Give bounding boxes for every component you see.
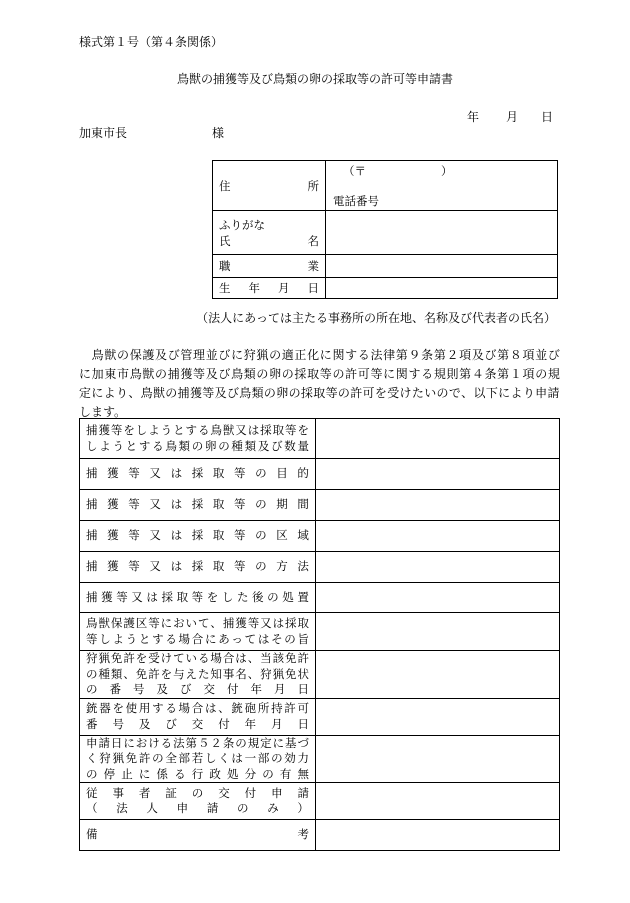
birthdate-value-cell[interactable] [326,278,558,299]
address-label: 住 所 [219,178,319,193]
birthdate-label: 生 年 月 日 [219,281,319,295]
name-value-cell[interactable] [326,211,558,255]
applicant-table [212,160,558,299]
occupation-value-cell[interactable] [326,255,558,278]
corporate-note: （法人にあっては主たる事務所の所在地、名称及び代表者の氏名） [196,311,556,325]
form-number: 様式第１号（第４条関係） [79,35,224,49]
remarks-value-cell[interactable] [316,820,560,851]
row-species-quantity [80,419,560,459]
statement-line-4: します。 [79,405,127,419]
period-label-cell [80,490,316,521]
occupation-row [213,255,558,278]
row-administrative-sanction [80,735,560,783]
occupation-label: 職 業 [219,259,319,273]
area-value-cell[interactable] [316,521,560,552]
birthdate-row [213,278,558,299]
name-label-cell [213,211,326,255]
protected-area-label-line: 鳥 獣 保 護 区 等 に お い て 、 捕 獲 等 又 は 採 取 [86,616,309,630]
protected-area-label-line: 等 し よ う と す る 場 合 に あ っ て は そ の 旨 [86,631,309,646]
area-label-cell [80,521,316,552]
species-quantity-label-line: し よ う と す る 鳥 類 の 卵 の 種 類 及 び 数 量 [86,438,309,453]
occupation-label-cell [213,255,326,278]
period-label-line: 捕 獲 等 又 は 採 取 等 の 期 間 [86,497,309,512]
hunting-license-value-cell[interactable] [316,651,560,699]
protected-area-value-cell[interactable] [316,613,560,651]
disposal-label-line: 捕 獲 等 又 は 採 取 等 を し た 後 の 処 置 [86,589,309,604]
row-remarks [80,820,560,851]
row-firearm-permit [80,698,560,735]
administrative-sanction-label-line: く 狩 猟 免 許 の 全 部 若 し く は 一 部 の 効 力 [86,751,309,765]
administrative-sanction-label-cell [80,735,316,783]
species-quantity-label-cell [80,419,316,459]
address-label-cell [213,161,326,211]
purpose-label-cell [80,459,316,490]
date-day-label: 日 [541,110,554,124]
method-label-line: 捕 獲 等 又 は 採 取 等 の 方 法 [86,559,309,574]
address-row [213,161,558,211]
firearm-permit-label-line: 銃 器 を 使 用 す る 場 合 は 、 銃 砲 所 持 許 可 [86,701,309,715]
date-year-label: 年 [467,110,480,124]
hunting-license-label-cell [80,651,316,699]
birthdate-label-cell [213,278,326,299]
row-method [80,552,560,583]
worker-certificate-label-line: （ 法 人 申 請 の み ） [86,801,309,815]
row-disposal [80,583,560,613]
remarks-label-line: 備 考 [86,827,309,842]
firearm-permit-value-cell[interactable] [316,698,560,735]
disposal-value-cell[interactable] [316,583,560,613]
row-worker-certificate [80,783,560,820]
statement-line-1: 鳥 獣 の 保 護 及 び 管 理 並 び に 狩 猟 の 適 正 化 に 関 す る 法 律 第 ９ 条 第 ２ 項 及 び 第 ８ 項 並 び [91,348,560,362]
row-area [80,521,560,552]
document-title: 鳥獣の捕獲等及び鳥類の卵の採取等の許可等申請書 [176,72,453,86]
purpose-value-cell[interactable] [316,459,560,490]
name-row [213,211,558,255]
addressee: 加東市長 [79,126,128,140]
address-value-cell[interactable] [326,161,558,211]
row-hunting-license [80,651,560,699]
hunting-license-label-line: 狩 猟 免 許 を 受 け て い る 場 合 は 、 当 該 免 許 [86,651,309,665]
firearm-permit-label-line: 番 号 及 び 交 付 年 月 日 [86,716,309,731]
postal-prefix: （〒 [343,164,366,178]
statement-line-2: に 加 東 市 鳥 獣 の 捕 獲 等 及 び 鳥 類 の 卵 の 採 取 等 の 許 可 等 に 関 す る 規 則 第 ４ 条 第 １ 項 の 規 [79,367,560,381]
protected-area-label-cell [80,613,316,651]
application-details-table [79,418,560,851]
method-label-cell [80,552,316,583]
method-value-cell[interactable] [316,552,560,583]
administrative-sanction-value-cell[interactable] [316,735,560,783]
postal-suffix: ） [441,164,453,178]
row-period [80,490,560,521]
hunting-license-label-line: の 種 類 、 免 許 を 与 え た 知 事 名 、 狩 猟 免 状 [86,666,309,681]
row-protected-area [80,613,560,651]
phone-label: 電話番号 [333,194,379,208]
furigana-label: ふ り が な [219,217,265,232]
area-label-line: 捕 獲 等 又 は 採 取 等 の 区 域 [86,528,309,543]
species-quantity-label-line: 捕 獲 等 を し よ う と す る 鳥 獣 又 は 採 取 等 を [86,423,309,437]
worker-certificate-label-line: 従 事 者 証 の 交 付 申 請 [86,785,309,800]
statement-line-3: 定 に よ り 、 鳥 獣 の 捕 獲 等 及 び 鳥 類 の 卵 の 採 取 等 の 許 可 を 受 け た い の で 、 以 下 に よ り 申 請 [79,386,560,400]
name-label: 氏 名 [219,233,319,248]
firearm-permit-label-cell [80,698,316,735]
hunting-license-label-line: の 番 号 及 び 交 付 年 月 日 [86,682,309,696]
remarks-label-cell [80,820,316,851]
period-value-cell[interactable] [316,490,560,521]
administrative-sanction-label-line: の 停 止 に 係 る 行 政 処 分 の 有 無 [86,766,309,781]
statement-paragraph [79,346,560,422]
worker-certificate-label-cell [80,783,316,820]
row-purpose [80,459,560,490]
administrative-sanction-label-line: 申 請 日 に お け る 法 第 ５ ２ 条 の 規 定 に 基 づ [86,735,309,750]
honorific: 様 [212,126,225,140]
species-quantity-value-cell[interactable] [316,419,560,459]
disposal-label-cell [80,583,316,613]
purpose-label-line: 捕 獲 等 又 は 採 取 等 の 目 的 [86,466,309,481]
worker-certificate-value-cell[interactable] [316,783,560,820]
date-month-label: 月 [506,110,519,124]
